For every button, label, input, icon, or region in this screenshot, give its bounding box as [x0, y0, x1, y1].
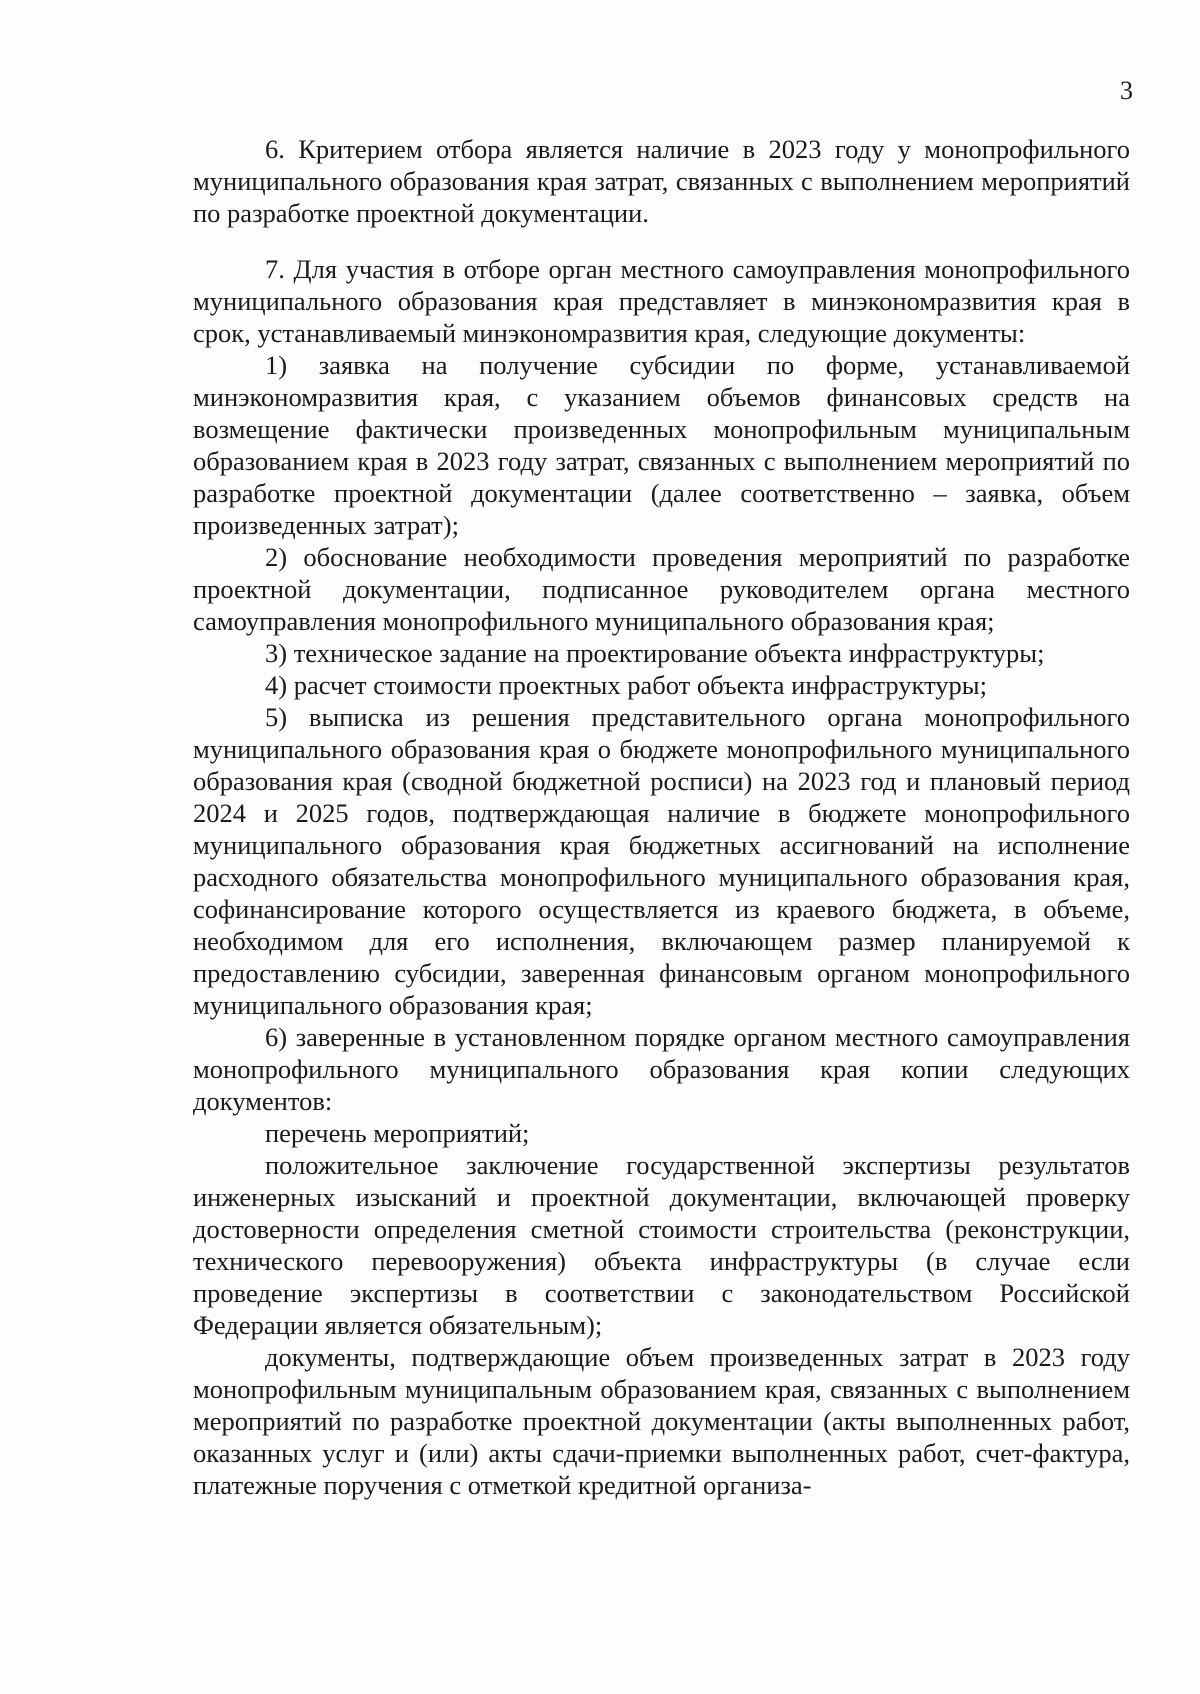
paragraph-criterion: 6. Критерием отбора является наличие в 2023 году у монопрофильного муниципального образования края затрат, связанных с выполнением мероприятий по разработке проектной документации. [193, 134, 1130, 228]
list-item-application: 1) заявка на получение субсидии по форме, устанавливаемой минэкономразвития края, с указанием объемов финансовых средств на возмещение фактически произведенных монопрофильным муниципальным образованием края в 2023 году затрат, связанных с выполнением мероприятий по разработке проектной документации (далее соответственно – заявка, объем произведенных затрат); [193, 350, 1130, 540]
paragraph-participation: 7. Для участия в отборе орган местного самоуправления монопрофильного муниципального образования края представляет в минэкономразвития края в срок, устанавливаемый минэкономразвития края, следующие документы: [193, 254, 1130, 348]
list-item-cost-calculation: 4) расчет стоимости проектных работ объекта инфраструктуры; [265, 670, 987, 700]
sub-item-cost-documents: документы, подтверждающие объем произведенных затрат в 2023 году монопрофильным муниципальным образованием края, связанных с выполнением мероприятий по разработке проектной документации (акты выполненных работ, оказанных услуг и (или) акты сдачи-приемки выполненных работ, счет-фактура, платежные поручения с отметкой кредитной организа- [193, 1342, 1130, 1500]
page-number: 3 [1120, 76, 1133, 105]
sub-item-expertise-conclusion: положительное заключение государственной экспертизы результатов инженерных изысканий и проектной документации, включающей проверку достоверности определения сметной стоимости строительства (реконструкции, технического перевооружения) объекта инфраструктуры (в случае если проведение экспертизы в соответствии с законодательством Российской Федерации является обязательным); [193, 1150, 1130, 1340]
requirements-section [193, 253, 1130, 1501]
list-item-certified-copies: 6) заверенные в установленном порядке органом местного самоуправления монопрофильного муниципального образования края копии следующих документов: [193, 1022, 1130, 1116]
sub-item-event-list: перечень мероприятий; [265, 1118, 530, 1148]
list-item-budget-extract: 5) выписка из решения представительного органа монопрофильного муниципального образования края о бюджете монопрофильного муниципального образования края (сводной бюджетной росписи) на 2023 год и плановый период 2024 и 2025 годов, подтверждающая наличие в бюджете монопрофильного муниципального образования края бюджетных ассигнований на исполнение расходного обязательства монопрофильного муниципального образования края, софинансирование которого осуществляется из краевого бюджета, в объеме, необходимом для его исполнения, включающем размер планируемой к предоставлению субсидии, заверенная финансовым органом монопрофильного муниципального образования края; [193, 702, 1130, 1020]
criterion-section [193, 133, 1130, 229]
list-item-justification: 2) обоснование необходимости проведения мероприятий по разработке проектной документации, подписанное руководителем органа местного самоуправления монопрофильного муниципального образования края; [193, 542, 1130, 636]
list-item-technical-task: 3) техническое задание на проектирование объекта инфраструктуры; [265, 638, 1045, 668]
